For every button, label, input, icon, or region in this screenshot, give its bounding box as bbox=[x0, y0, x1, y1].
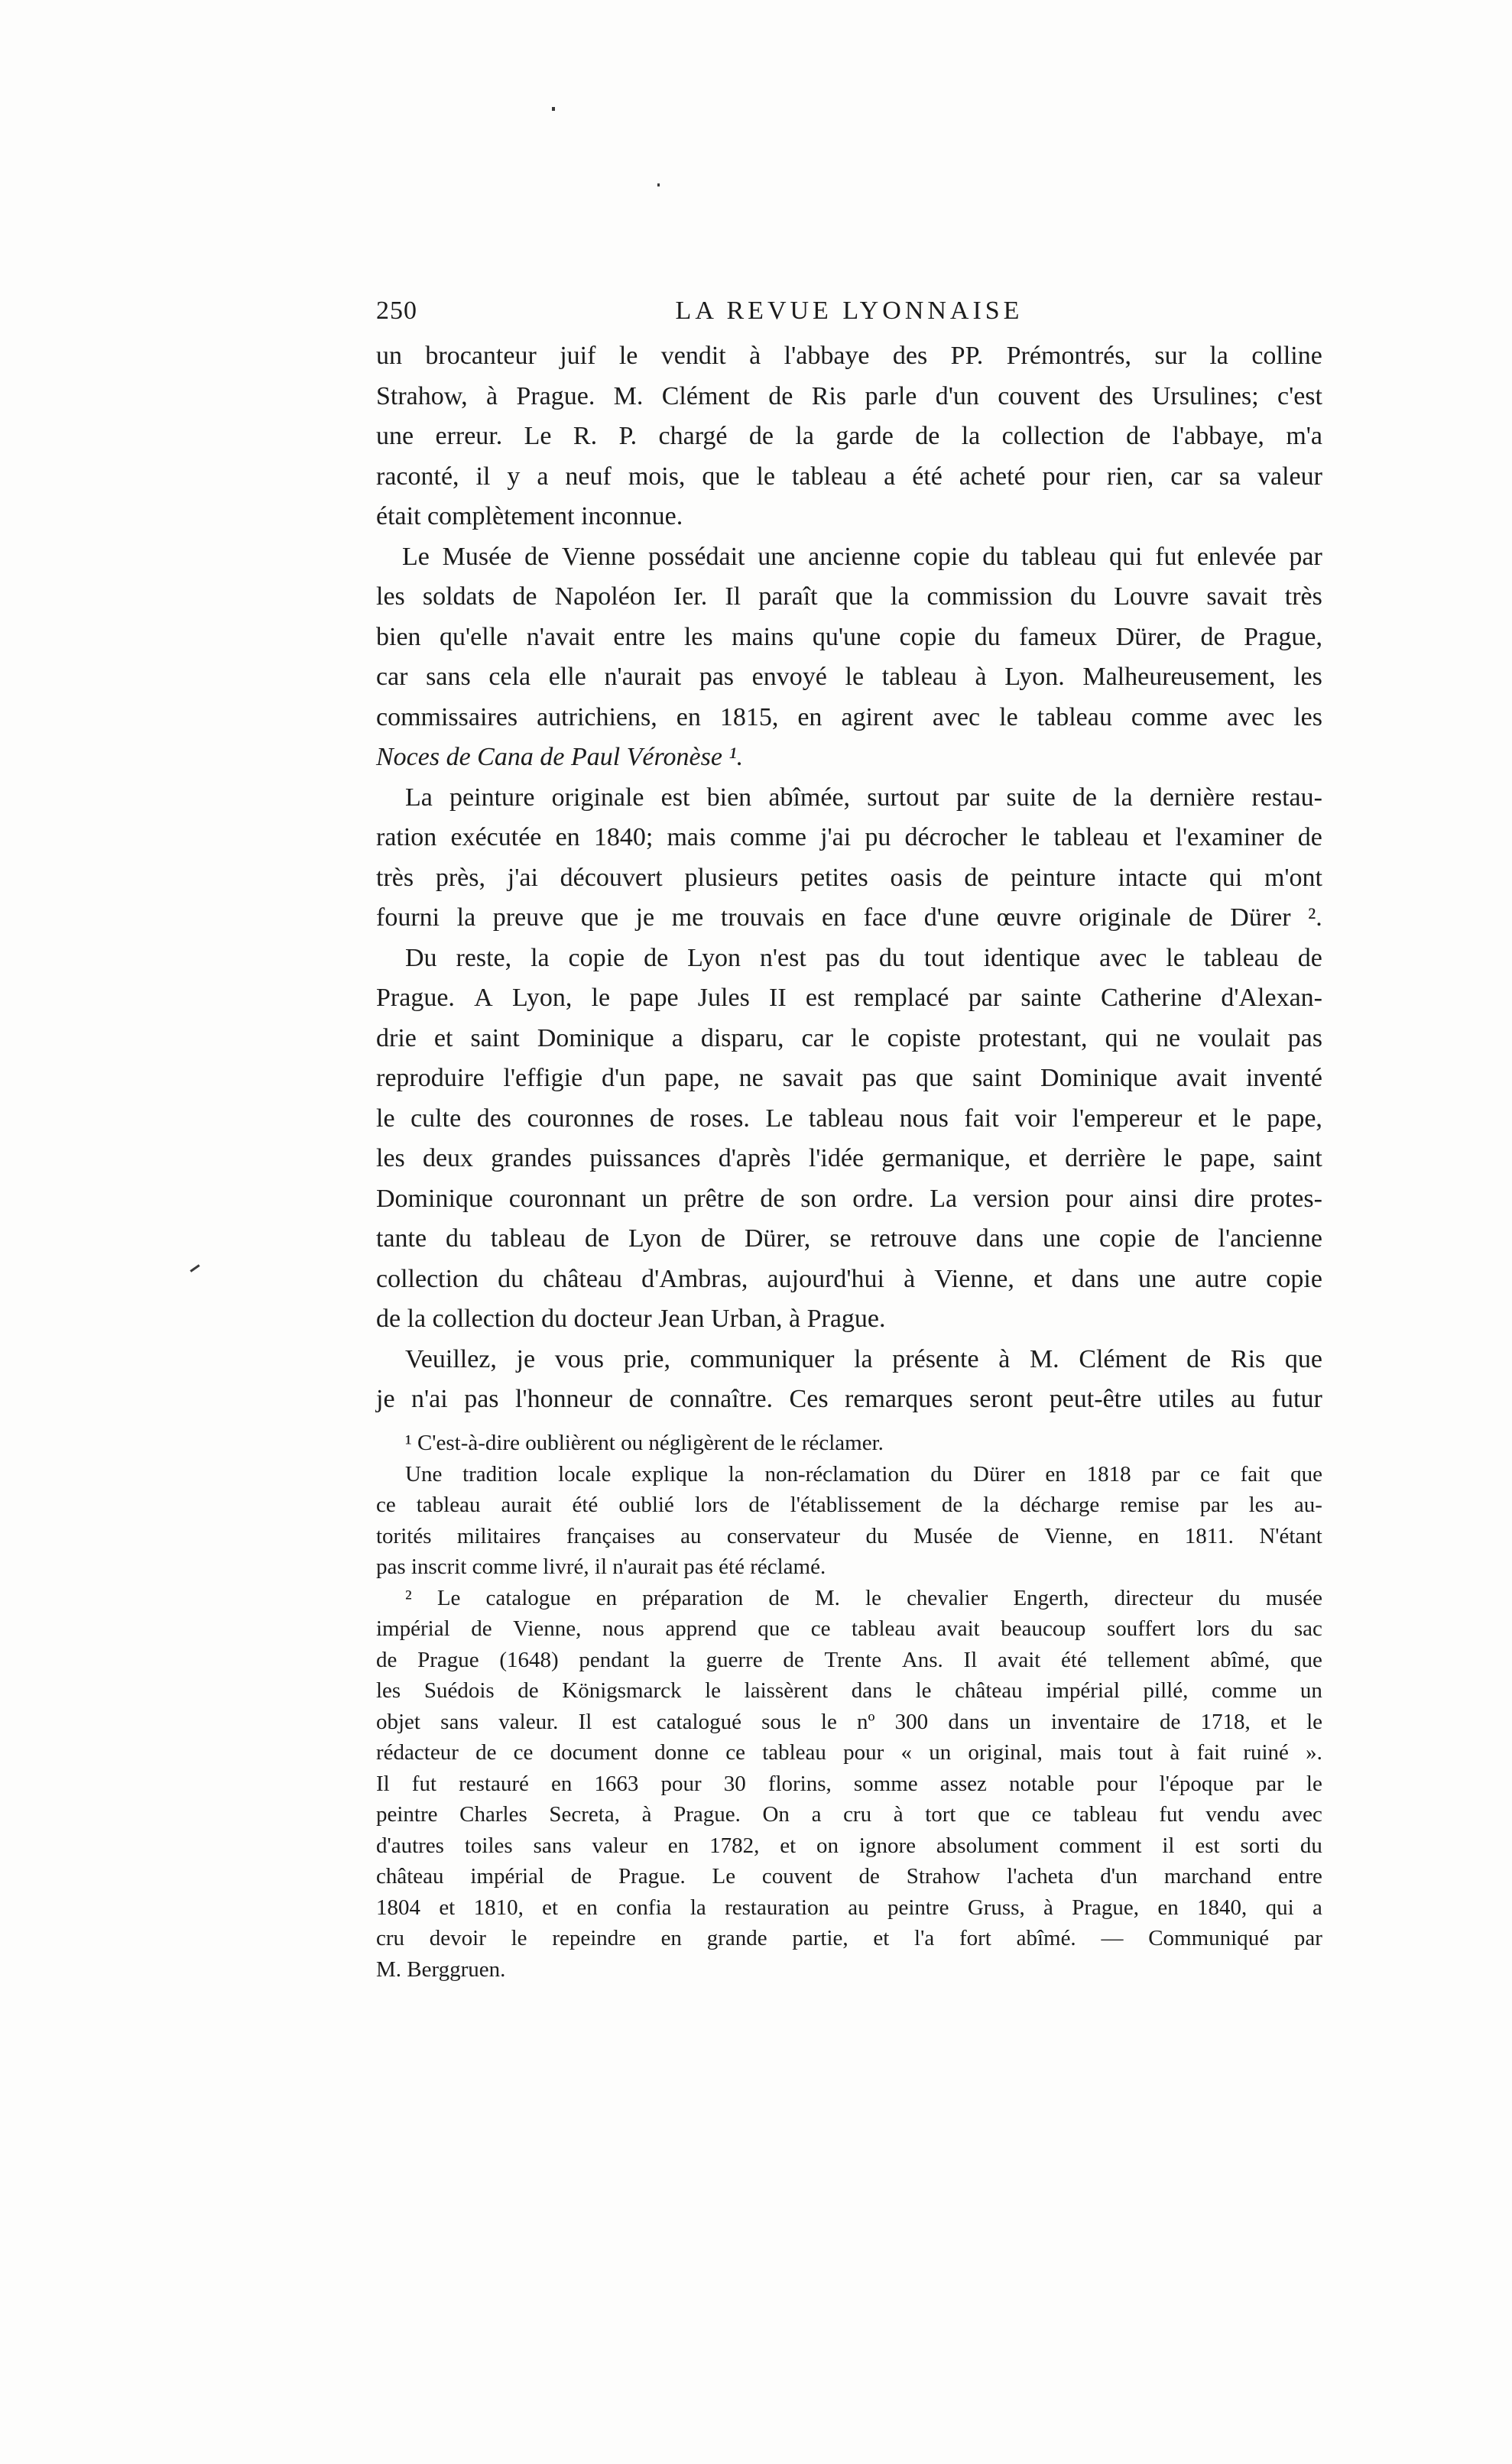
text-line: de la collection du docteur Jean Urban, à Prague. bbox=[376, 1305, 886, 1333]
text-line: La peinture originale est bien abîmée, surtout par suite de la dernière restau- bbox=[405, 783, 1322, 812]
footnote-line: d'autres toiles sans valeur en 1782, et on ignore absolument comment il est sorti du bbox=[376, 1833, 1322, 1858]
footnote-line: M. Berggruen. bbox=[376, 1957, 506, 1982]
text-line: très près, j'ai découvert plusieurs petites oasis de peinture intacte qui m'ont bbox=[376, 863, 1322, 892]
text-line: commissaires autrichiens, en 1815, en agirent avec le tableau comme avec les bbox=[376, 702, 1322, 731]
paragraph bbox=[376, 537, 1322, 778]
paragraph bbox=[376, 336, 1322, 537]
footnote-line: ce tableau aurait été oublié lors de l'établissement de la décharge remise par les au- bbox=[376, 1493, 1322, 1517]
text-line: Strahow, à Prague. M. Clément de Ris parle d'un couvent des Ursulines; c'est bbox=[376, 381, 1322, 410]
text-line: les soldats de Napoléon Ier. Il paraît que la commission du Louvre savait très bbox=[376, 582, 1322, 611]
text-line: collection du château d'Ambras, aujourd'hui à Vienne, et dans une autre copie bbox=[376, 1264, 1322, 1293]
footnote-line: torités militaires françaises au conservateur du Musée de Vienne, en 1811. N'étant bbox=[376, 1523, 1322, 1548]
footnote bbox=[376, 1583, 1322, 1986]
text-line: Dominique couronnant un prêtre de son ordre. La version pour ainsi dire protes- bbox=[376, 1184, 1322, 1213]
text-line: je n'ai pas l'honneur de connaître. Ces remarques seront peut-être utiles au futur bbox=[376, 1385, 1322, 1413]
text-line: raconté, il y a neuf mois, que le tableau a été acheté pour rien, car sa valeur bbox=[376, 462, 1322, 491]
margin-stroke-icon bbox=[190, 1264, 200, 1272]
paragraph bbox=[376, 939, 1322, 1340]
footnote-line: 1804 et 1810, et en confia la restauration au peintre Gruss, à Prague, en 1840, qui a bbox=[376, 1895, 1322, 1920]
text-line: car sans cela elle n'aurait pas envoyé le tableau à Lyon. Malheureusement, les bbox=[376, 663, 1322, 691]
text-line: Le Musée de Vienne possédait une ancienne copie du tableau qui fut enlevée par bbox=[402, 542, 1322, 571]
running-header bbox=[376, 297, 1322, 335]
italic-title: Noces de Cana de Paul Véronèse ¹. bbox=[376, 743, 744, 771]
footnote-line: cru devoir le repeindre en grande partie, et l'a fort abîmé. — Communiqué par bbox=[376, 1926, 1322, 1950]
running-title: LA REVUE LYONNAISE bbox=[675, 297, 1024, 325]
text-line: les deux grandes puissances d'après l'idée germanique, et derrière le pape, saint bbox=[376, 1144, 1322, 1172]
paragraph bbox=[376, 778, 1322, 939]
footnote-line: pas inscrit comme livré, il n'aurait pas été réclamé. bbox=[376, 1555, 826, 1579]
text-line: Veuillez, je vous prie, communiquer la présente à M. Clément de Ris que bbox=[405, 1344, 1322, 1373]
ink-speck-icon bbox=[657, 183, 660, 186]
footnotes bbox=[376, 1428, 1322, 1985]
text-line: Prague. A Lyon, le pape Jules II est remplacé par sainte Catherine d'Alexan- bbox=[376, 984, 1322, 1012]
footnote-line: ¹ C'est-à-dire oublièrent ou négligèrent de le réclamer. bbox=[405, 1431, 884, 1455]
footnote-line: de Prague (1648) pendant la guerre de Trente Ans. Il avait été tellement abîmé, que bbox=[376, 1647, 1322, 1672]
text-line: drie et saint Dominique a disparu, car le copiste protestant, qui ne voulait pas bbox=[376, 1023, 1322, 1052]
footnote-line: rédacteur de ce document donne ce tableau pour « un original, mais tout à fait ruiné ». bbox=[376, 1740, 1322, 1765]
text-line: un brocanteur juif le vendit à l'abbaye des PP. Prémontrés, sur la colline bbox=[376, 342, 1322, 370]
footnote-line: peintre Charles Secreta, à Prague. On a cru à tort que ce tableau fut vendu avec bbox=[376, 1802, 1322, 1827]
text-line: fourni la preuve que je me trouvais en face d'une œuvre originale de Dürer ². bbox=[376, 903, 1322, 932]
ink-speck-icon bbox=[552, 107, 555, 111]
text-line: une erreur. Le R. P. chargé de la garde de la collection de l'abbaye, m'a bbox=[376, 422, 1322, 450]
body-text bbox=[376, 336, 1322, 1420]
footnote-line: ² Le catalogue en préparation de M. le chevalier Engerth, directeur du musée bbox=[405, 1585, 1322, 1610]
footnote-line: objet sans valeur. Il est catalogué sous le nº 300 dans un inventaire de 1718, et le bbox=[376, 1709, 1322, 1734]
footnote bbox=[376, 1428, 1322, 1583]
paragraph bbox=[376, 1340, 1322, 1420]
text-line: reproduire l'effigie d'un pape, ne savait pas que saint Dominique avait inventé bbox=[376, 1064, 1322, 1092]
text-line: ration exécutée en 1840; mais comme j'ai pu décrocher le tableau et l'examiner de bbox=[376, 823, 1322, 851]
text-line bbox=[376, 738, 1322, 778]
footnote-line: Une tradition locale explique la non-réclamation du Dürer en 1818 par ce fait que bbox=[405, 1461, 1322, 1487]
text-line: tante du tableau de Lyon de Dürer, se retrouve dans une copie de l'ancienne bbox=[376, 1224, 1322, 1253]
footnote-line: château impérial de Prague. Le couvent de Strahow l'acheta d'un marchand entre bbox=[376, 1864, 1322, 1889]
text-line: Du reste, la copie de Lyon n'est pas du tout identique avec le tableau de bbox=[405, 943, 1322, 972]
text-line: bien qu'elle n'avait entre les mains qu'une copie du fameux Dürer, de Prague, bbox=[376, 622, 1322, 651]
page-number: 250 bbox=[376, 297, 417, 325]
text-line: était complètement inconnue. bbox=[376, 502, 683, 530]
text-line: le culte des couronnes de roses. Le tableau nous fait voir l'empereur et le pape, bbox=[376, 1104, 1322, 1133]
footnote-line: impérial de Vienne, nous apprend que ce tableau avait beaucoup souffert lors du sac bbox=[376, 1616, 1322, 1641]
footnote-line: les Suédois de Königsmarck le laissèrent dans le château impérial pillé, comme un bbox=[376, 1678, 1322, 1703]
footnote-line: Il fut restauré en 1663 pour 30 florins, somme assez notable pour l'époque par le bbox=[376, 1771, 1322, 1796]
